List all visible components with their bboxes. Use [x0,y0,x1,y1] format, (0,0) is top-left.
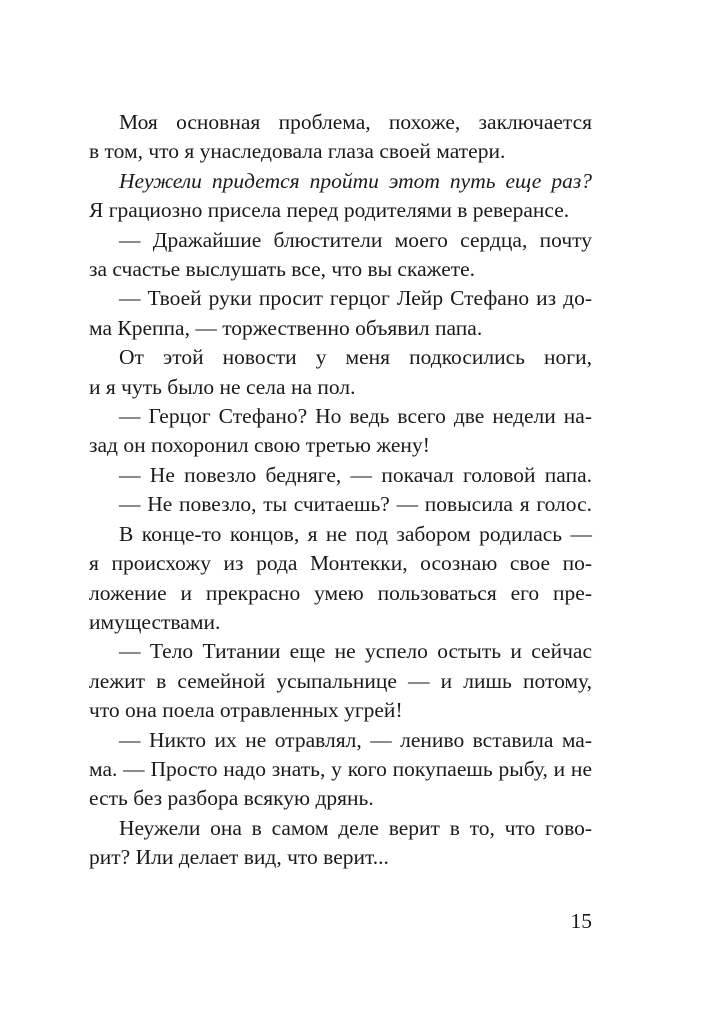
text-line: — Никто их не отравлял, — лениво вставила ма- [119,727,592,752]
text-line: имуществами. [89,609,221,634]
text-line: ма Креппа, — торжественно объявил папа. [89,315,483,340]
text-line: лежит в семейной усыпальнице — и лишь потому, [89,668,592,693]
text-line: я происхожу из рода Монтекки, осознаю свое по- [89,551,592,576]
text-line: — Герцог Стефано? Но ведь всего две недели на- [119,404,592,429]
text-line: — Тело Титании еще не успело остыть и сейчас [119,639,592,664]
text-line: — Твоей руки просит герцог Лейр Стефано из до- [119,286,592,311]
text-line: От этой новости у меня подкосились ноги, [119,345,592,370]
text-line: Моя основная проблема, похоже, заключается [119,110,592,134]
text-line: в том, что я унаследовала глаза своей матери. [89,139,506,164]
text-line: Я грациозно присела перед родителями в реверансе. [89,198,570,223]
page-number: 15 [570,909,592,933]
text-line: В конце-то концов, я не под забором родилась — [119,521,592,546]
text-line: и я чуть было не села на пол. [89,374,356,399]
text-line: — Не повезло, ты считаешь? — повысила я голос. [119,492,592,517]
text-line: есть без разбора всякую дрянь. [89,786,374,811]
text-line: рит? Или делает вид, что верит... [89,845,389,870]
text-line: за счастье выслушать все, что вы скажете. [89,257,476,282]
text-line: ложение и прекрасно умею пользоваться его пре- [89,580,592,605]
text-line: что она поела отравленных угрей! [89,698,403,723]
text-line-italic: Неужели придется пройти этот путь еще раз? [119,168,592,193]
text-line: — Дражайшие блюстители моего сердца, почту [119,227,592,252]
page-body [89,108,592,873]
text-line: зад он похоронил свою третью жену! [89,433,430,458]
text-line: Неужели она в самом деле верит в то, что гово- [119,815,592,840]
text-line: ма. — Просто надо знать, у кого покупаешь рыбу, и не [89,756,592,781]
text-line: — Не повезло бедняге, — покачал головой папа. [119,462,592,487]
